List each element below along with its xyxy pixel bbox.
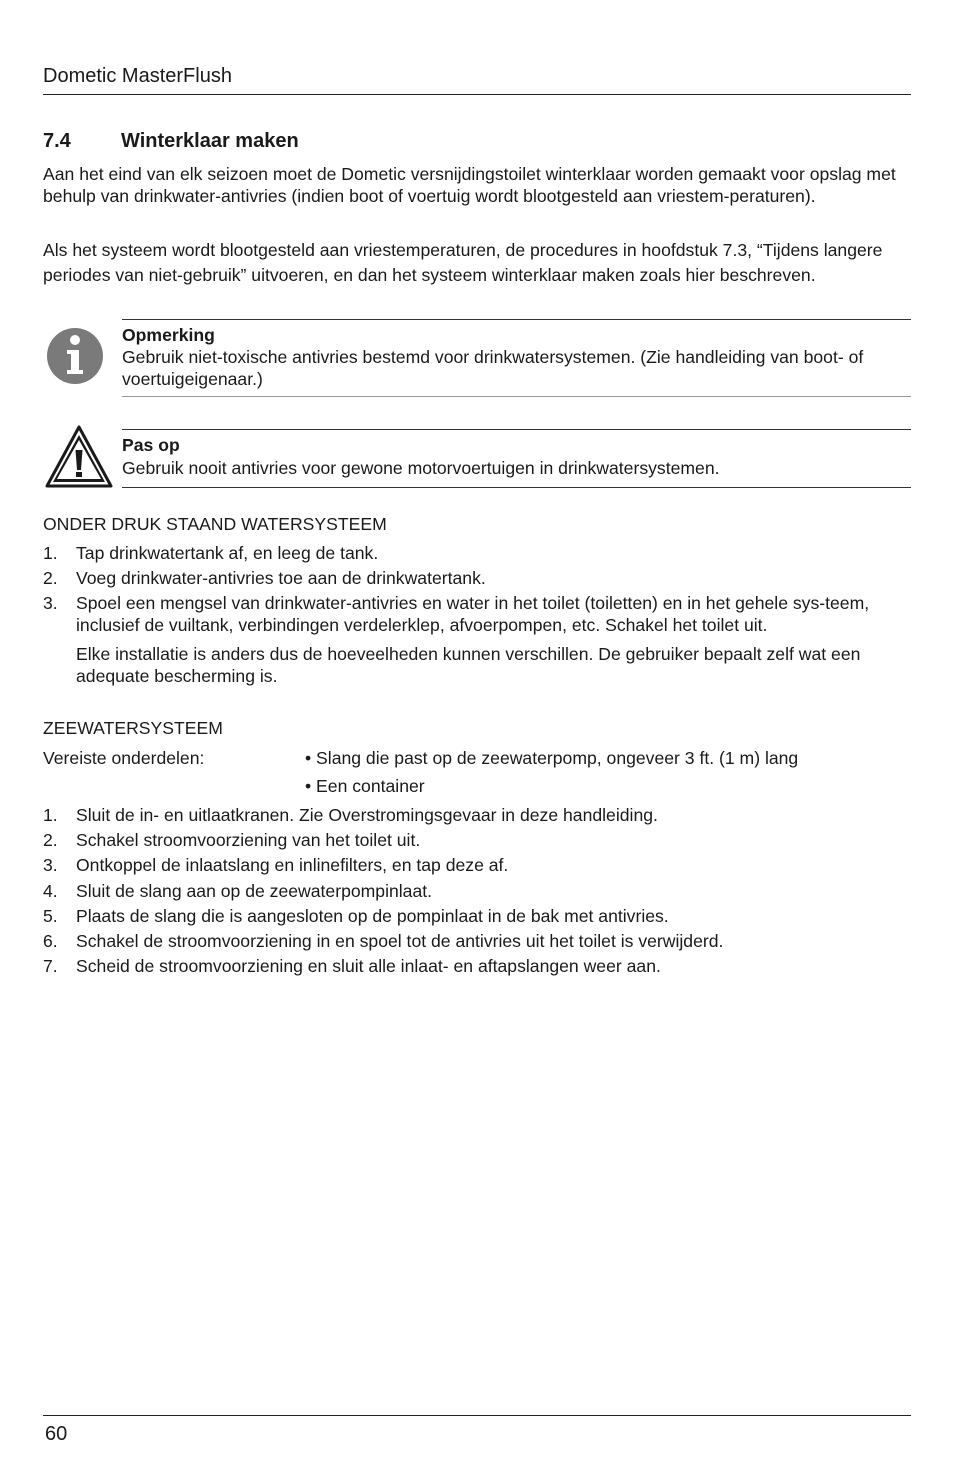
step-text: Schakel de stroomvoorziening in en spoel tot de antivries uit het toilet is verwijderd.	[76, 930, 724, 951]
section-title: Winterklaar maken	[121, 130, 299, 152]
step-text: Schakel stroomvoorziening van het toilet uit.	[76, 830, 421, 851]
list-item	[43, 905, 911, 927]
section-number: 7.4	[43, 130, 71, 152]
section-heading	[43, 129, 299, 153]
step-number: 3.	[43, 593, 58, 613]
required-parts-label: Vereiste onderdelen:	[43, 748, 205, 768]
list-item: • Slang die past op de zeewaterpomp, ongeveer 3 ft. (1 m) lang	[305, 748, 799, 768]
step-text: Voeg drinkwater-antivries toe aan de drinkwatertank.	[76, 568, 486, 588]
step-number: 7.	[43, 956, 58, 977]
running-header: Dometic MasterFlush	[43, 65, 232, 87]
list-item	[43, 854, 911, 876]
step-text: Spoel een mengsel van drinkwater-antivries en water in het toilet (toiletten) en in het gehele sys-teem, inclusief de vuiltank, verbindingen verdelerklep, afvoerpompen, etc. Schakel het toilet uit.	[76, 593, 870, 635]
list-item	[43, 955, 911, 977]
list-item	[43, 880, 911, 902]
list-item	[43, 542, 911, 564]
step-text: Tap drinkwatertank af, en leeg de tank.	[76, 543, 379, 563]
note-top-rule	[122, 319, 911, 320]
caution-bottom-rule	[122, 487, 911, 488]
step-number: 6.	[43, 930, 58, 951]
pressurized-steps	[43, 542, 911, 687]
step-text: Sluit de in- en uitlaatkranen. Zie Overstromingsgevaar in deze handleiding.	[76, 805, 658, 825]
note-text: Gebruik niet-toxische antivries bestemd voor drinkwatersystemen. (Zie handleiding van boot- of voertuigeigenaar.)	[122, 347, 864, 389]
note-title: Opmerking	[122, 325, 215, 345]
step-text: Ontkoppel de inlaatslang en inlinefilters, en tap deze af.	[76, 855, 509, 876]
header-divider	[43, 94, 911, 95]
list-item	[43, 930, 911, 952]
page-number: 60	[45, 1423, 68, 1445]
step-number: 1.	[43, 805, 58, 825]
list-item	[43, 567, 911, 589]
footer-divider	[43, 1415, 911, 1416]
list-item	[43, 592, 911, 636]
step-number: 4.	[43, 880, 58, 901]
step-text: Sluit de slang aan op de zeewaterpompinlaat.	[76, 880, 433, 901]
list-item: • Een container	[305, 776, 425, 796]
seawater-system-heading: ZEEWATERSYSTEEM	[43, 718, 223, 738]
intro-paragraph: Aan het eind van elk seizoen moet de Dometic versnijdingstoilet winterklaar worden gemaakt voor opslag met behulp van drinkwater-antivries (indien boot of voertuig wordt blootgesteld aan vriestem-peraturen).	[43, 164, 896, 206]
step-text: Plaats de slang die is aangesloten op de pompinlaat in de bak met antivries.	[76, 905, 669, 926]
step-number: 3.	[43, 855, 58, 876]
note-bottom-rule	[122, 396, 911, 397]
seawater-steps	[43, 804, 911, 980]
step-number: 2.	[43, 568, 58, 588]
step-number: 2.	[43, 830, 58, 851]
required-parts-list	[305, 747, 798, 803]
caution-text: Gebruik nooit antivries voor gewone motorvoertuigen in drinkwatersystemen.	[122, 458, 720, 478]
step-note: Elke installatie is anders dus de hoeveelheden kunnen verschillen. De gebruiker bepaalt zelf wat een adequate bescherming is.	[76, 644, 861, 686]
pressurized-system-heading: ONDER DRUK STAAND WATERSYSTEEM	[43, 514, 387, 534]
list-item	[43, 804, 911, 826]
procedure-paragraph: Als het systeem wordt blootgesteld aan vriestemperaturen, de procedures in hoofdstuk 7.3, “Tijdens langere periodes van niet-gebruik” uitvoeren, en dan het systeem winterklaar maken zoals hier beschreven.	[43, 240, 883, 285]
caution-top-rule	[122, 429, 911, 430]
step-number: 5.	[43, 905, 58, 926]
list-item	[43, 829, 911, 851]
step-number: 1.	[43, 543, 58, 563]
info-icon	[45, 326, 105, 391]
step-text: Scheid de stroomvoorziening en sluit alle inlaat- en aftapslangen weer aan.	[76, 956, 661, 977]
warning-triangle-icon	[45, 425, 113, 494]
caution-title: Pas op	[122, 435, 180, 455]
